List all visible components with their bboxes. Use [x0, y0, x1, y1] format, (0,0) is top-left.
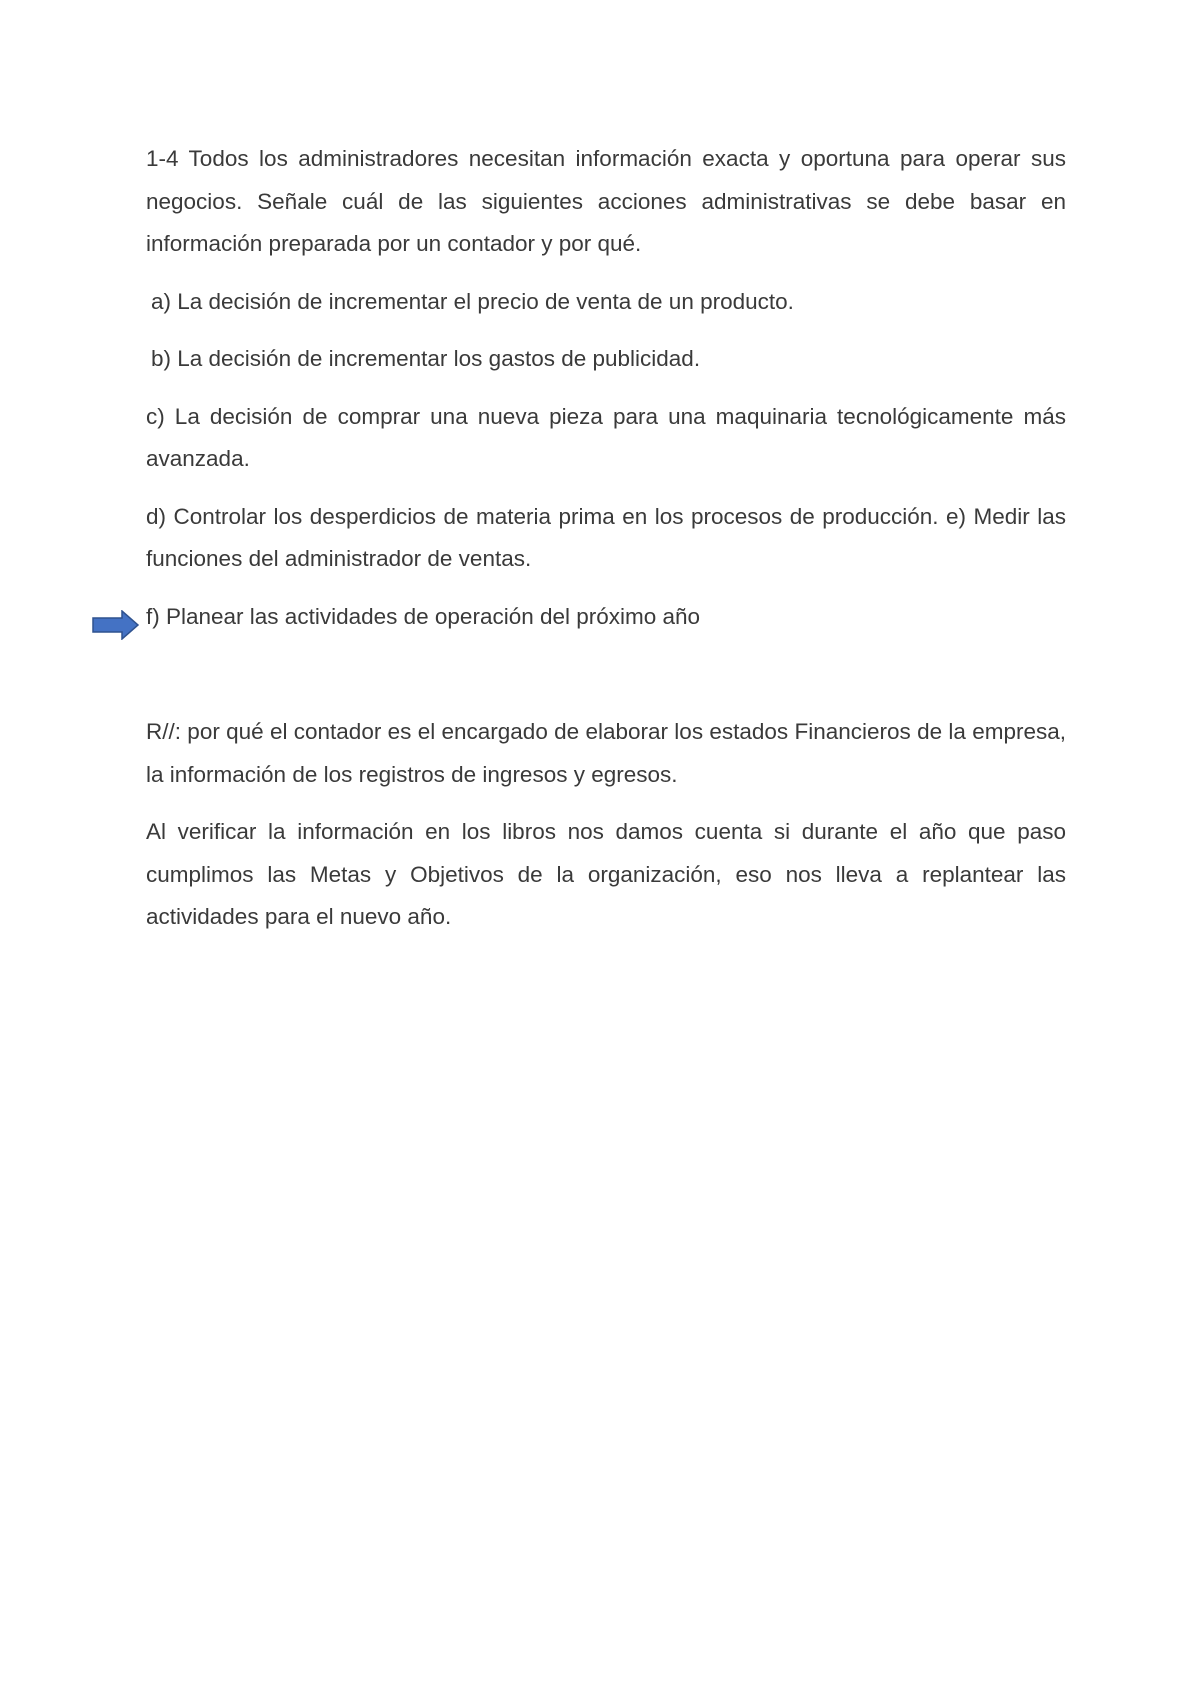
answer-paragraph-1: R//: por qué el contador es el encargado de elaborar los estados Financieros de la empresa, la información de los registros de ingresos y egresos. — [146, 719, 1066, 787]
right-arrow-icon — [92, 610, 140, 640]
question-paragraph: 1-4 Todos los administradores necesitan información exacta y oportuna para operar sus negocios. Señale cuál de las siguientes acciones administrativas se debe basar en información preparada por un contador y por qué. — [146, 146, 1066, 256]
option-f: f) Planear las actividades de operación del próximo año — [146, 603, 701, 629]
option-b: b) La decisión de incrementar los gastos de publicidad. — [151, 346, 701, 371]
option-d-e: d) Controlar los desperdicios de materia prima en los procesos de producción. e) Medir las funciones del administrador de ventas. — [146, 503, 1066, 571]
answer-paragraph-2: Al verificar la información en los libros nos damos cuenta si durante el año que paso cumplimos las Metas y Objetivos de la organización, eso nos lleva a replantear las actividades para el nuevo año. — [146, 819, 1066, 929]
option-c: c) La decisión de comprar una nueva pieza para una maquinaria tecnológicamente más avanzada. — [146, 403, 1066, 471]
option-a: a) La decisión de incrementar el precio de venta de un producto. — [151, 288, 794, 314]
document-body — [146, 138, 1066, 954]
